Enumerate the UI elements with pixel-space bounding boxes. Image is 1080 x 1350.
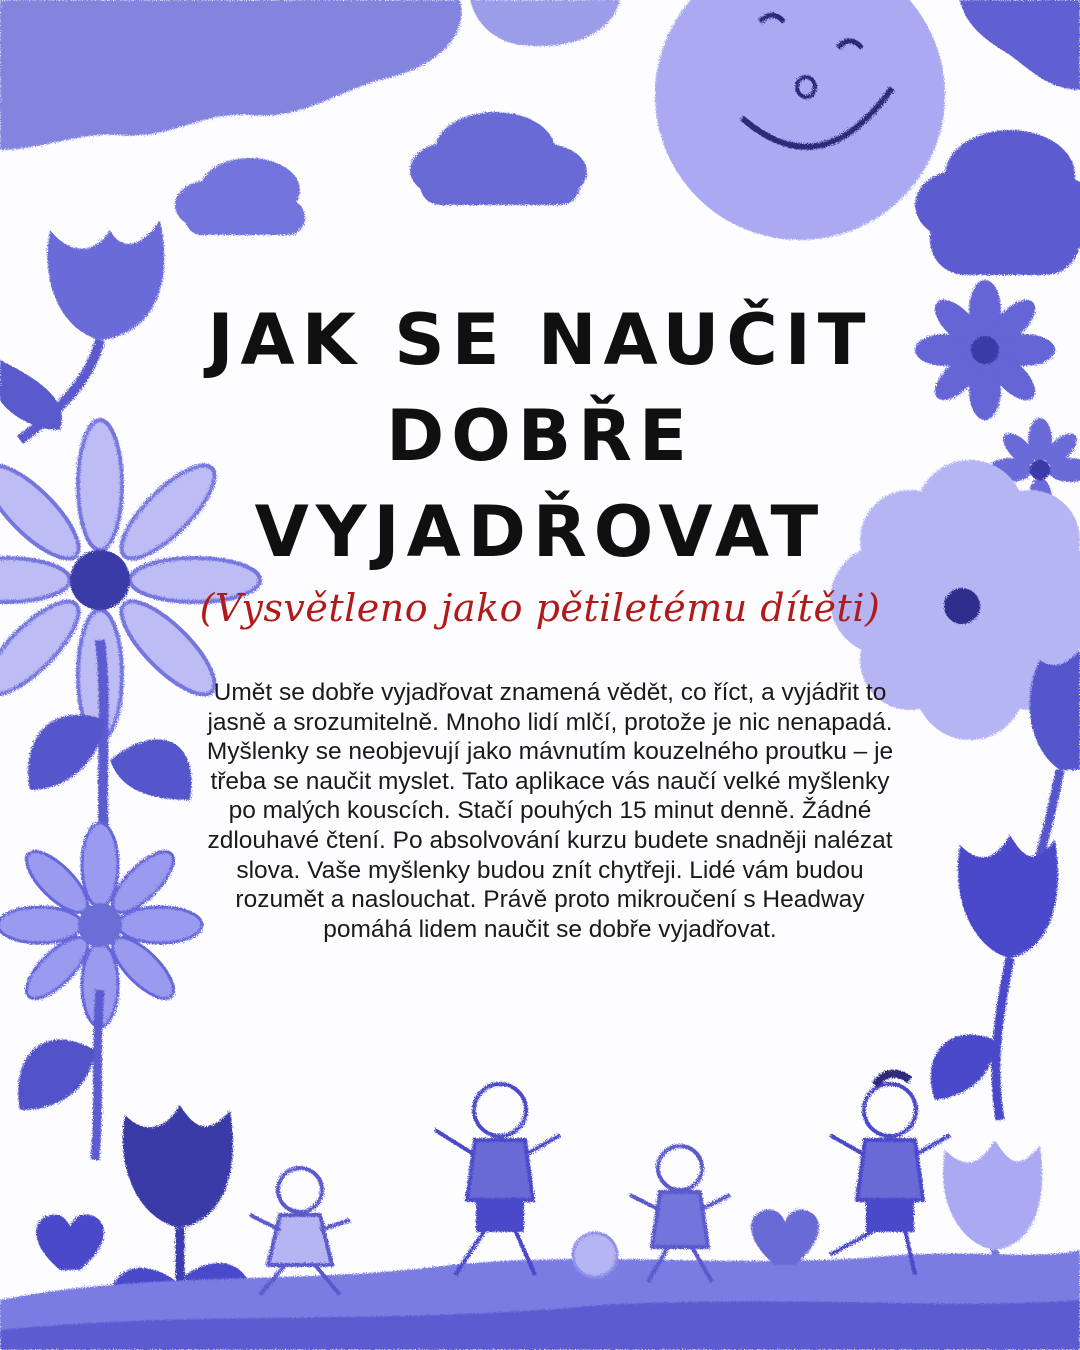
body-paragraph: Umět se dobře vyjadřovat znamená vědět, co říct, a vyjádřit to jasně a srozumitelně. Mnoho lidí mlčí, protože je nic nenapadá. Myšlenky se neobjevují jako mávnutím kouzelného proutku – je třeba se naučit myslet. Tato aplikace vás naučí velké myšlenky po malých kouscích. Stačí pouhých 15 minut denně. Žádné zdlouhavé čtení. Po absolvování kurzu budete snadněji nalézat slova. Vaše myšlenky budou znít chytřeji. Lidé vám budou rozumět a naslouchat. Právě proto mikroučení s Headway pomáhá lidem naučit se dobře vyjadřovat. (206, 679, 894, 943)
page-title (140, 292, 940, 580)
child-figure-icon (830, 1074, 950, 1275)
tulip-icon (931, 835, 1058, 1120)
sun-icon (573, 1233, 617, 1277)
scribble-grass-icon (0, 1250, 1080, 1350)
cloud-icon (175, 158, 305, 235)
title-line-2: DOBŘE (386, 395, 694, 477)
flower-icon (0, 823, 202, 1160)
title-line-3: VYJADŘOVAT (254, 491, 826, 573)
heart-icon (751, 1209, 819, 1265)
cloud-icon (915, 130, 1080, 275)
child-figure-icon (435, 1084, 560, 1275)
subtitle: (Vysvětleno jako pětiletému dítěti) (199, 586, 881, 630)
cloud-icon (960, 0, 1080, 90)
cloud-icon (410, 112, 587, 205)
title-line-1: JAK SE NAUČIT (207, 299, 873, 381)
heart-icon (36, 1214, 104, 1270)
sun-icon (655, 0, 945, 240)
